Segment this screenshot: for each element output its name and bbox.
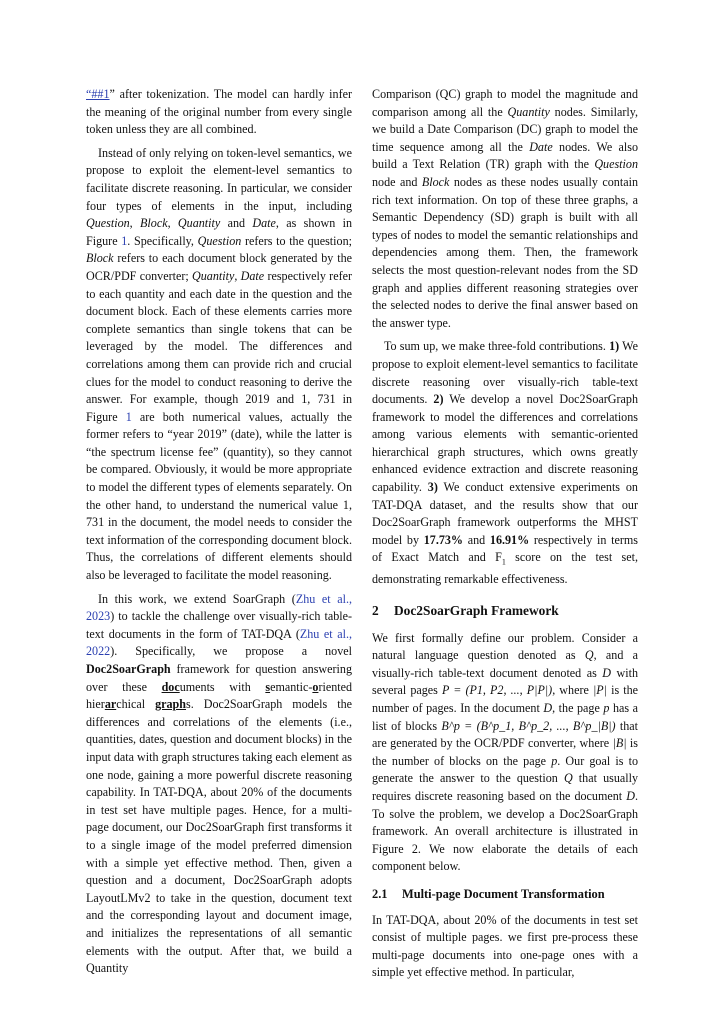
left-column bbox=[86, 86, 352, 984]
right-column bbox=[372, 86, 638, 988]
paragraph-problem-definition: We first formally define our problem. Consider a natural language question denoted as Q, and a visually-rich table-text document denoted as D with several pages P = (P1, P2, ..., P|P|), where |P| is the number of pages. In the document D, the page p has a list of blocks B^p = (B^p_1, B^p_2, ..., B^p_|B|) that are generated by the OCR/PDF converter, where |B| is the number of blocks on the page p. Our goal is to generate the answer to the question Q that usually requires discrete reasoning based on the document D. To solve the problem, we develop a Doc2SoarGraph framework. An overall architecture is illustrated in Figure 2. We now elaborate the details of each component below. bbox=[372, 630, 639, 874]
citation-zhu-2022[interactable]: Zhu et al., 2022 bbox=[86, 626, 352, 659]
paragraph-graphs: Comparison (QC) graph to model the magnitude and comparison among all the Quantity nodes. Similarly, we build a Date Comparison (DC) graph to model the time sequence among all the Date nodes. We also build a Text Relation (TR) graph with the Question node and Block nodes as these nodes usually contain rich text information. On top of these three graphs, a Semantic Dependency (SD) graph is built with all types of nodes to model the semantic relationships and dependencies among them. Then, the framework selects the most question-relevant nodes from the SD graph and applies different reasoning strategies over the selected nodes to derive the final answer based on the answer type. bbox=[372, 87, 638, 330]
paragraph-element-semantics: Instead of only relying on token-level semantics, we propose to exploit the element-level semantics to facilitate discrete reasoning. In particular, we consider four types of elements in the input, including Question, Block, Quantity and Date, as shown in Figure 1. Specifically, Question refers to the question; Block refers to each document block generated by the OCR/PDF converter; Quantity, Date respectively refer to each quantity and each date in the question and the document block. Each of these elements carries more complete semantics than single tokens that can be leveraged by the model. The differences and correlations among them can provide rich and crucial clues for the model to conduct reasoning to derive the answer. For example, though 2019 and 1, 731 in Figure 1 are both numerical values, actually the former refers to “year 2019” (date), while the latter is “the spectrum license fee” (quantity), so they cannot be compared. Obviously, it would be more appropriate to model the different types of elements separately. On the other hand, to understand the numerical value 1, 731 in the document, the model needs to consider the text information of the corresponding document block. Thus, the correlations of different elements should also be leveraged to facilitate the model reasoning. bbox=[86, 145, 352, 583]
paragraph-tokenization: “##1” after tokenization. The model can hardly infer the meaning of the original number from every single token unless they are all combined. bbox=[86, 87, 352, 137]
blocks-equation: B^p = (B^p_1, B^p_2, ..., B^p_|B|) bbox=[441, 718, 616, 733]
paragraph-contributions: To sum up, we make three-fold contributions. 1) We propose to exploit element-level semantics to facilitate discrete reasoning over visually-rich table-text documents. 2) We develop a novel Doc2SoarGraph framework to model the differences and correlations among various elements with semantic-oriented hierarchical graph structures, which owns greatly enhanced evidence extraction and discrete reasoning capability. 3) We conduct extensive experiments on TAT-DQA dataset, and the results show that our Doc2SoarGraph framework outperforms the MHST model by 17.73% and 16.91% respectively in terms of Exact Match and $F_1$ score on the test set, demonstrating remarkable effectiveness. bbox=[372, 339, 638, 587]
paragraph-multipage: In TAT-DQA, about 20% of the documents in test set consist of multiple pages. we first pre-process these multi-page documents into one-page ones with a simple yet effective method. In particular, bbox=[372, 912, 638, 980]
section-heading-2-1: 2.1 Multi-page Document Transformation bbox=[372, 886, 605, 901]
figure-1-link[interactable]: 1 bbox=[121, 233, 128, 248]
citation-zhu-2023[interactable]: Zhu et al., 2023 bbox=[86, 591, 353, 624]
figure-1-link[interactable]: 1 bbox=[125, 409, 132, 424]
paragraph-this-work: In this work, we extend SoarGraph (Zhu et al., 2023) to tackle the challenge over visually-rich table-text documents in the form of TAT-DQA (Zhu et al., 2022). Specifically, we propose a novel Doc2SoarGraph framework for question answering over these documents with semantic-oriented hierarchical graphs. Doc2SoarGraph models the differences and correlations of the elements (i.e., quantities, dates, question and document blocks) in the input data with graph structures taking each element as one node, gaining a more powerful discrete reasoning capability. In TAT-DQA, about 20% of the documents in test set have multiple pages. Hence, for a multi-page document, our Doc2SoarGraph first transforms it to a single image of the model preferred dimension with a simple yet effective method. Then, given a question and a document, Doc2SoarGraph adopts LayoutLMv2 to take in the question, document text and the corresponding layout and document image, and initializes the representations of all semantic elements with the output. After that, we build a Quantity bbox=[86, 591, 353, 976]
section-heading-2: 2 Doc2SoarGraph Framework bbox=[372, 603, 559, 619]
pages-equation: P = (P1, P2, ..., P|P|) bbox=[441, 683, 553, 698]
reference-link-##1[interactable]: “##1 bbox=[86, 87, 110, 101]
